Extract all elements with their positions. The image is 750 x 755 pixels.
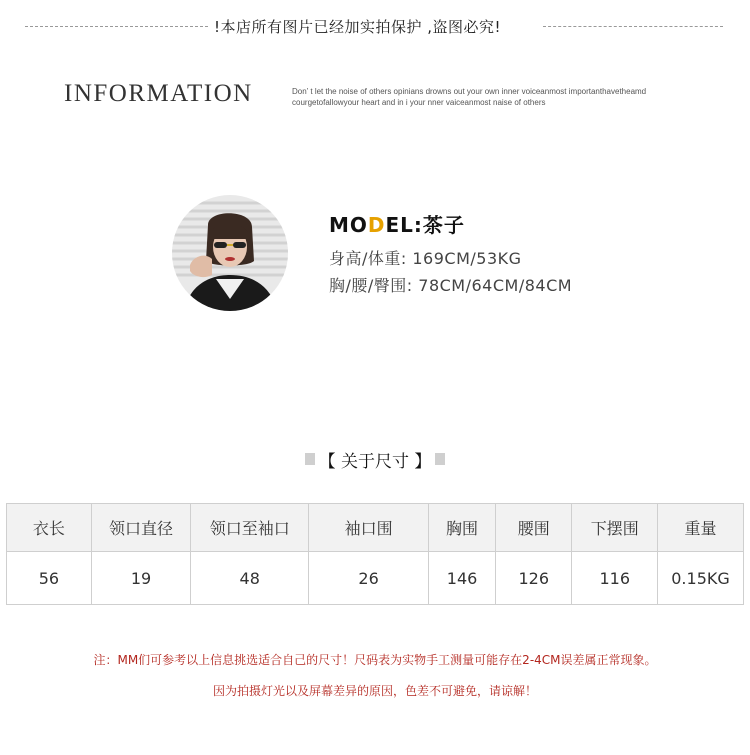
value-cell-waist: 126 (496, 552, 572, 605)
header-cell-hem: 下摆围 (572, 504, 658, 552)
header-cell-cuff: 袖口围 (309, 504, 429, 552)
size-heading-text-wrap (305, 447, 445, 472)
model-label-d: D (367, 213, 386, 237)
divider-right (543, 26, 723, 27)
value-cell-cuff: 26 (309, 552, 429, 605)
header-cell-weight: 重量 (658, 504, 744, 552)
value-cell-chest: 146 (428, 552, 495, 605)
color-note: 因为拍摄灯光以及屏幕差异的原因，色差不可避免，请谅解！ (212, 684, 537, 698)
header-cell-length: 衣长 (7, 504, 92, 552)
top-notice-bar (0, 14, 750, 38)
value-cell-hem: 116 (572, 552, 658, 605)
model-name: 茶子 (422, 213, 465, 237)
size-section-heading (305, 447, 445, 471)
copyright-notice: !本店所有图片已经加实拍保护 ,盗图必究! (214, 18, 502, 36)
size-heading-text: 【 关于尺寸 】 (315, 452, 436, 472)
value-cell-collar-diameter: 19 (91, 552, 191, 605)
value-cell-length: 56 (7, 552, 92, 605)
model-height-weight: 身高/体重: 169CM/53KG (329, 249, 522, 268)
size-note: 注：MM们可参考以上信息挑选适合自己的尺寸！尺码表为实物手工测量可能存在2-4CM误差属正常现象。 (93, 653, 657, 667)
size-table-header-row (7, 504, 744, 552)
header-cell-collar-diameter: 领口直径 (91, 504, 191, 552)
value-cell-weight: 0.15KG (658, 552, 744, 605)
information-title: INFORMATION (64, 80, 253, 107)
information-text: Don’ t let the noise of others opinians drowns out your own inner voiceanmost importanthavetheamd courgetofallowyour heart and in i your nner vaiceanmost naise of others (292, 87, 647, 107)
model-label-mo: MO (329, 213, 368, 237)
model-avatar (172, 195, 288, 311)
header-cell-waist: 腰围 (496, 504, 572, 552)
model-photo-icon (172, 195, 288, 311)
model-measurements: 胸/腰/臀围: 78CM/64CM/84CM (329, 276, 573, 295)
model-name-line (329, 209, 465, 238)
header-cell-chest: 胸围 (428, 504, 495, 552)
divider-left (25, 26, 208, 27)
size-table-value-row (7, 552, 744, 605)
header-cell-collar-to-cuff: 领口至袖口 (191, 504, 309, 552)
model-label-el: EL: (385, 213, 423, 237)
value-cell-collar-to-cuff: 48 (191, 552, 309, 605)
size-table (6, 503, 744, 605)
